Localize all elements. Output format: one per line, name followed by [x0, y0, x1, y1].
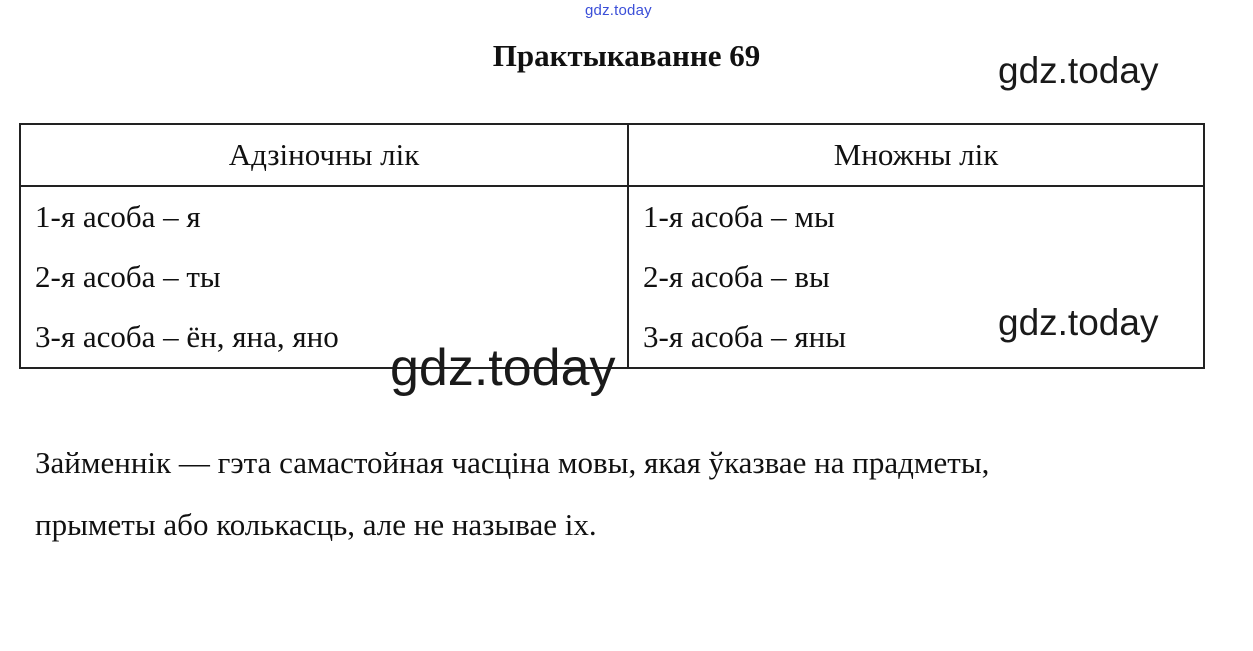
table-row	[20, 186, 1204, 247]
table-header-row	[20, 124, 1204, 186]
watermark-right-lower: gdz.today	[998, 302, 1159, 343]
table-cell-plural: 3-я асоба – яны	[628, 307, 1204, 368]
table-cell-plural: 2-я асоба – вы	[628, 247, 1204, 307]
watermark-right-upper: gdz.today	[998, 50, 1159, 91]
definition-paragraph	[35, 432, 1215, 556]
column-header-plural: Множны лік	[628, 124, 1204, 186]
watermark-center: gdz.today	[390, 339, 616, 397]
table-cell-singular: 3-я асоба – ён, яна, яно	[20, 307, 628, 368]
table-cell-singular: 1-я асоба – я	[20, 186, 628, 247]
paragraph-line: прыметы або колькасць, але не называе іх.	[35, 507, 597, 542]
column-header-singular: Адзіночны лік	[20, 124, 628, 186]
table-cell-plural: 1-я асоба – мы	[628, 186, 1204, 247]
watermark-top: gdz.today	[585, 2, 652, 19]
table-row	[20, 247, 1204, 307]
paragraph-line: Займеннік — гэта самастойная часціна мовы, якая ўказвае на прадметы,	[35, 445, 990, 480]
table-cell-singular: 2-я асоба – ты	[20, 247, 628, 307]
page-title: Практыкаванне 69	[492, 38, 761, 73]
